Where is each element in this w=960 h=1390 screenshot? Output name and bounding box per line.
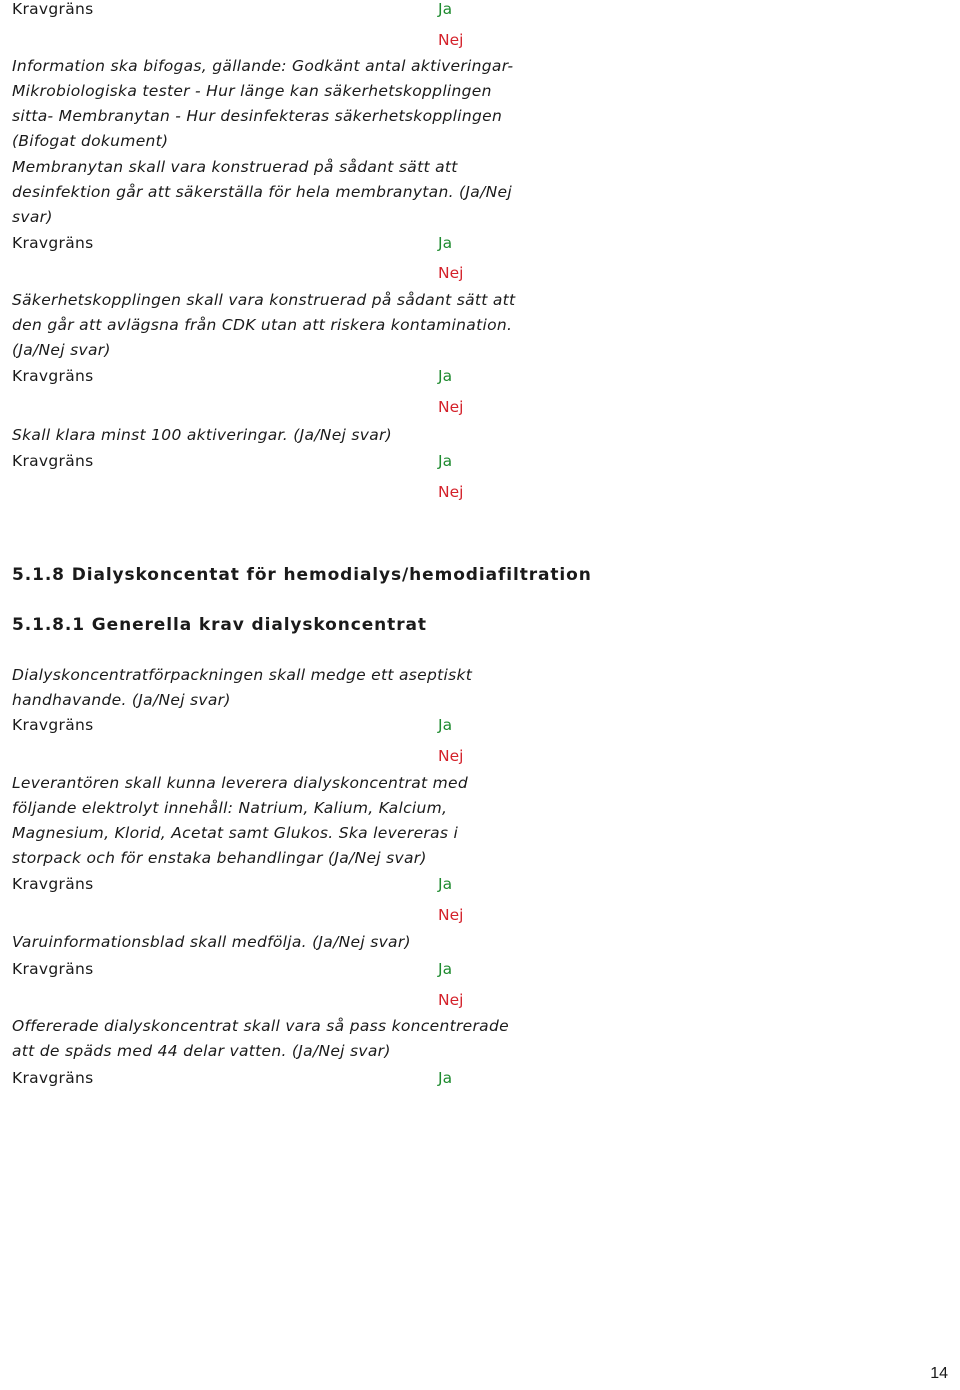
- kravgrans-label: Kravgräns: [12, 960, 94, 978]
- page-number: 14: [930, 1365, 948, 1382]
- requirement-text: Säkerhetskopplingen skall vara konstruerad på sådant sätt att den går att avlägsna från CDK utan att riskera kontamination. (Ja/Nej svar): [12, 291, 516, 359]
- subsection-heading: 5.1.8.1 Generella krav dialyskoncentrat: [12, 615, 427, 635]
- kravgrans-label: Kravgräns: [12, 452, 94, 470]
- section-heading: 5.1.8 Dialyskoncentat för hemodialys/hemodiafiltration: [12, 565, 592, 585]
- nej-option[interactable]: Nej: [438, 991, 464, 1009]
- ja-option[interactable]: Ja: [438, 1069, 453, 1087]
- ja-option[interactable]: Ja: [438, 875, 453, 893]
- kravgrans-label: Kravgräns: [12, 0, 94, 18]
- nej-option[interactable]: Nej: [438, 906, 464, 924]
- requirement-text: Leverantören skall kunna leverera dialyskoncentrat med följande elektrolyt innehåll: Natrium, Kalium, Kalcium, Magnesium, Klorid, Acetat samt Glukos. Ska levereras i storpack och för enstaka behandlingar (Ja/Nej svar): [12, 774, 469, 867]
- requirement-text: Skall klara minst 100 aktiveringar. (Ja/Nej svar): [12, 426, 393, 444]
- nej-option[interactable]: Nej: [438, 747, 464, 765]
- nej-option[interactable]: Nej: [438, 483, 464, 501]
- requirement-text: Membranytan skall vara konstruerad på sådant sätt att desinfektion går att säkerställa för hela membranytan. (Ja/Nej svar): [12, 158, 512, 226]
- nej-option[interactable]: Nej: [438, 264, 464, 282]
- ja-option[interactable]: Ja: [438, 0, 453, 18]
- ja-option[interactable]: Ja: [438, 234, 453, 252]
- ja-option[interactable]: Ja: [438, 452, 453, 470]
- requirement-text: Offererade dialyskoncentrat skall vara så pass koncentrerade att de späds med 44 delar vatten. (Ja/Nej svar): [12, 1017, 509, 1060]
- ja-option[interactable]: Ja: [438, 960, 453, 978]
- requirement-text: Dialyskoncentratförpackningen skall medge ett aseptiskt handhavande. (Ja/Nej svar): [12, 666, 473, 709]
- ja-option[interactable]: Ja: [438, 367, 453, 385]
- requirement-text: Varuinformationsblad skall medfölja. (Ja/Nej svar): [12, 933, 411, 951]
- kravgrans-label: Kravgräns: [12, 1069, 94, 1087]
- requirement-text: Information ska bifogas, gällande: Godkänt antal aktiveringar- Mikrobiologiska tester - Hur länge kan säkerhetskopplingen sitta- Membranytan - Hur desinfekteras säkerhetskopplingen (Bifogat dokument): [12, 57, 514, 150]
- kravgrans-label: Kravgräns: [12, 367, 94, 385]
- kravgrans-label: Kravgräns: [12, 234, 94, 252]
- ja-option[interactable]: Ja: [438, 716, 453, 734]
- kravgrans-label: Kravgräns: [12, 875, 94, 893]
- kravgrans-label: Kravgräns: [12, 716, 94, 734]
- nej-option[interactable]: Nej: [438, 31, 464, 49]
- nej-option[interactable]: Nej: [438, 398, 464, 416]
